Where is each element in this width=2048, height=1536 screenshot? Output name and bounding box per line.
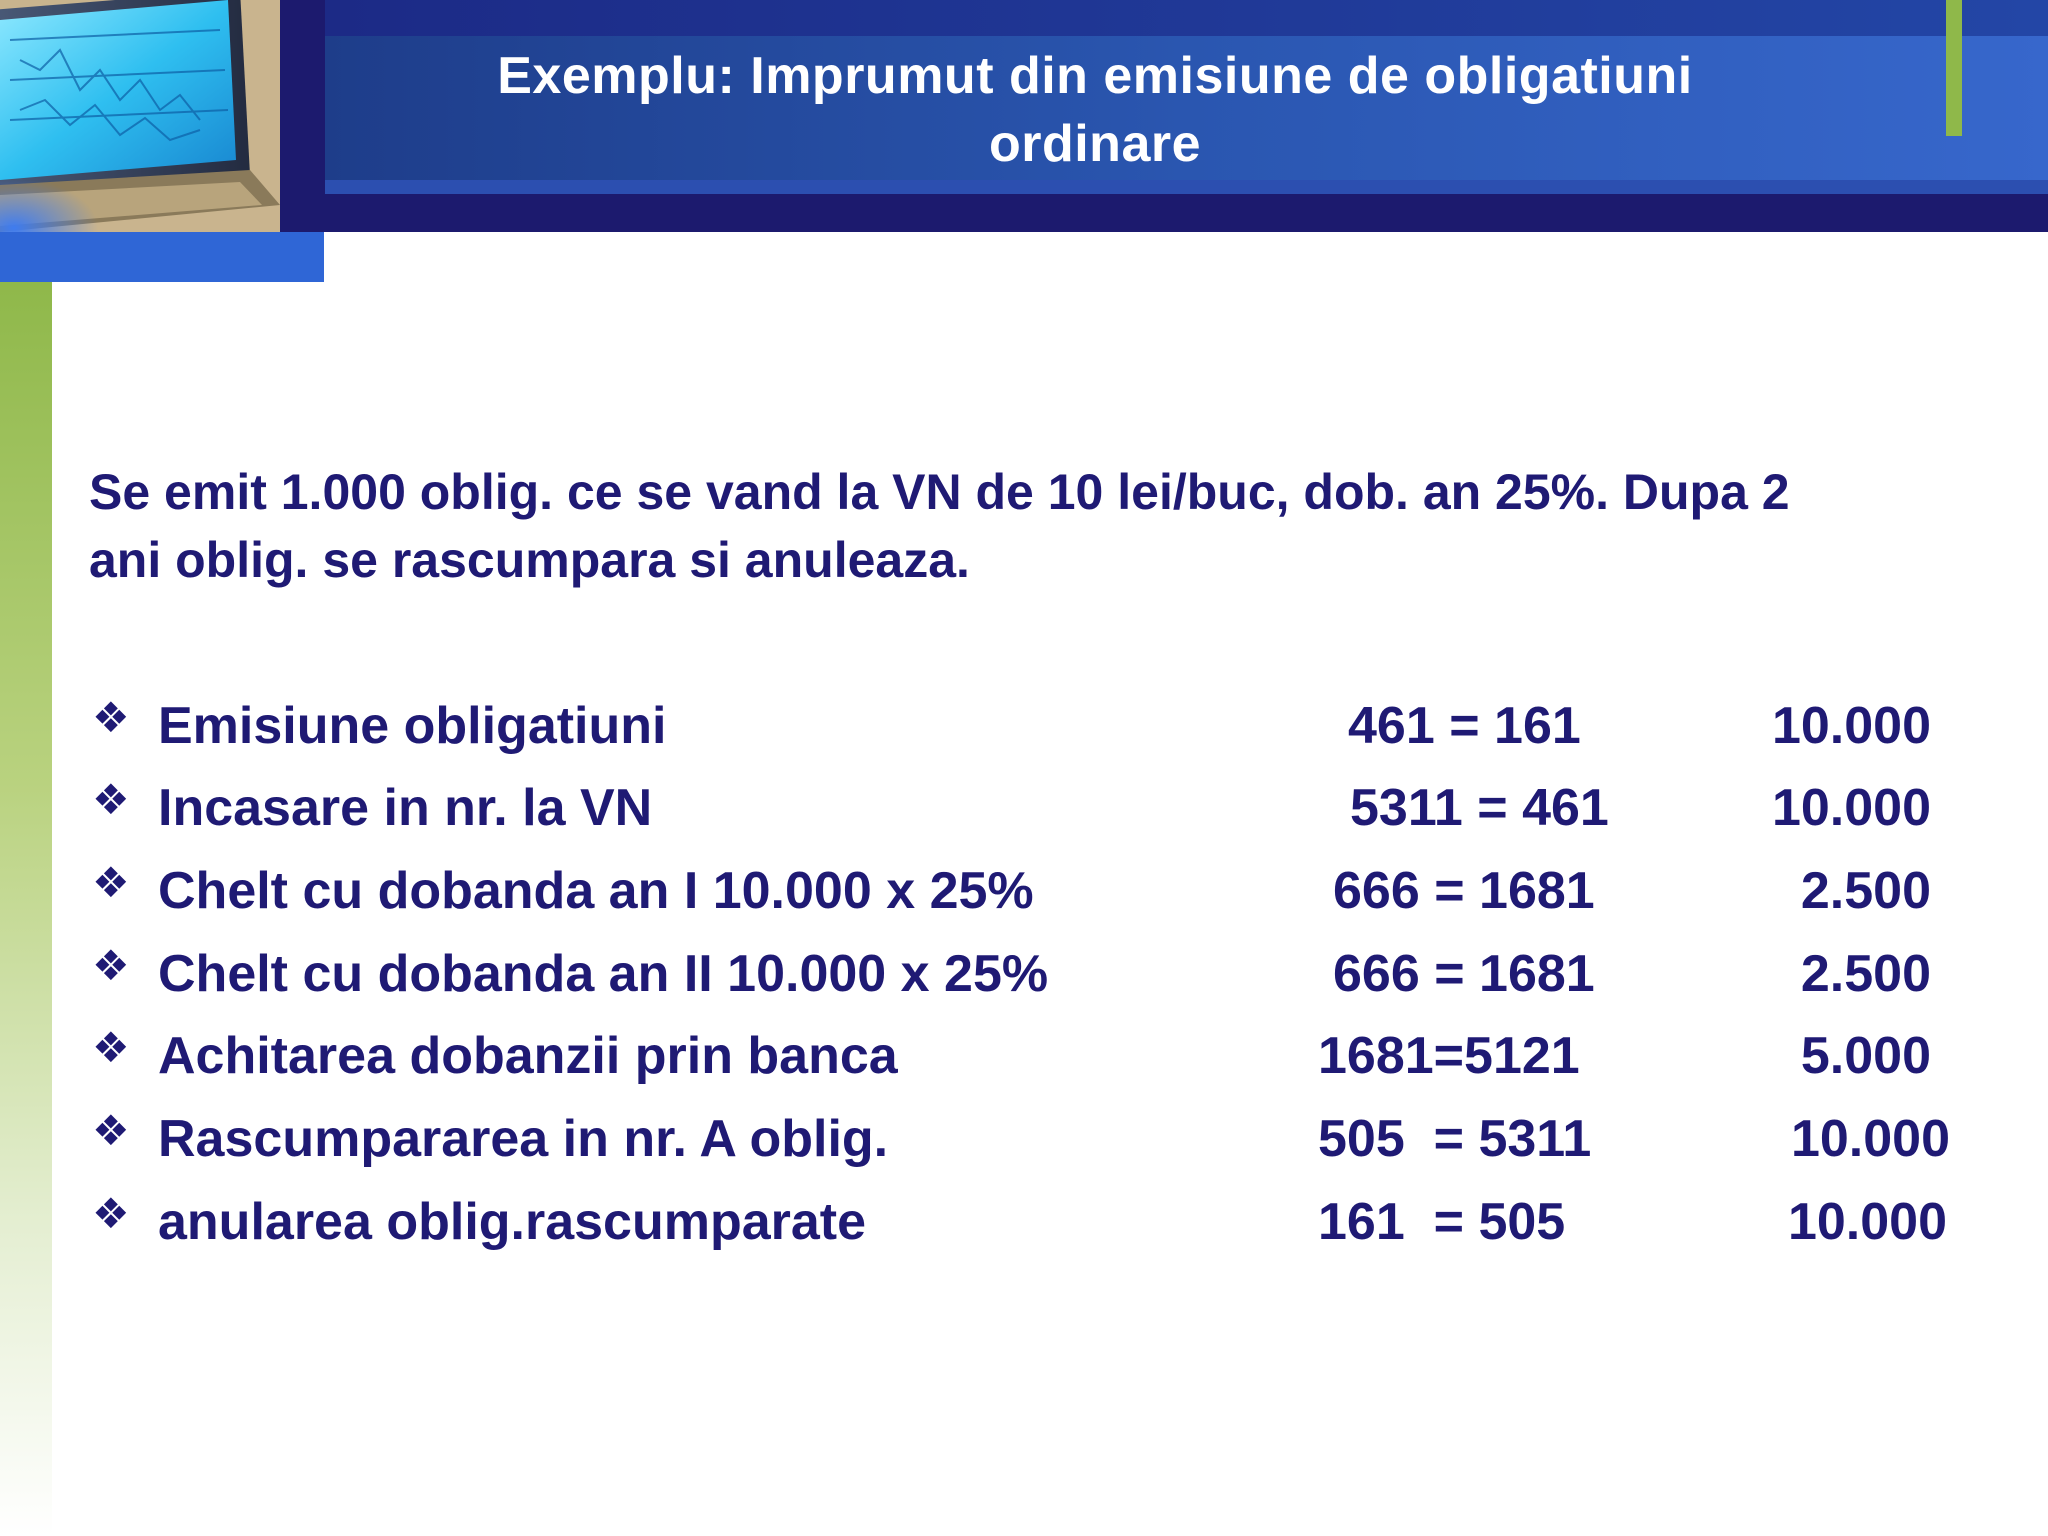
list-item: [0, 768, 2048, 848]
entry-amount: 2.500: [1800, 945, 1931, 1003]
computer-monitor-icon: [0, 0, 280, 232]
entry-label: Emisiune obligatiuni: [158, 697, 667, 755]
entry-label: anularea oblig.rascumparate: [158, 1193, 867, 1251]
bullet-diamond-icon: ❖: [92, 1190, 130, 1237]
entry-amount: 10.000: [1771, 697, 1931, 755]
entry-label: Chelt cu dobanda an I 10.000 x 25%: [158, 862, 1034, 920]
account-entry: 461 = 161: [1348, 697, 1581, 755]
entry-label: Achitarea dobanzii prin banca: [158, 1027, 898, 1085]
account-entry: 161 = 505: [1318, 1193, 1566, 1251]
computer-monitor-image: [0, 0, 280, 232]
header-top-line: [325, 0, 2048, 36]
list-item: [0, 934, 2048, 1014]
blue-accent-block: [0, 232, 324, 282]
entry-amount: 10.000: [1771, 779, 1931, 837]
intro-line2: ani oblig. se rascumpara si anuleaza.: [89, 532, 970, 588]
account-entry: 5311 = 461: [1350, 779, 1609, 837]
entry-label: Rascumpararea in nr. A oblig.: [158, 1110, 889, 1168]
account-entry: 505 = 5311: [1318, 1110, 1592, 1168]
green-accent-bar: [1946, 0, 1962, 136]
account-entry: 666 = 1681: [1333, 945, 1595, 1003]
bullet-diamond-icon: ❖: [92, 776, 130, 823]
list-item: [0, 686, 2048, 766]
intro-line1: Se emit 1.000 oblig. ce se vand la VN de 10 lei/buc, dob. an 25%. Dupa 2: [89, 464, 1790, 520]
bullet-diamond-icon: ❖: [92, 1107, 130, 1154]
entry-amount: 10.000: [1790, 1110, 1950, 1168]
list-item: [0, 1099, 2048, 1179]
slide-title-line2: ordinare: [988, 115, 1202, 173]
list-item: [0, 851, 2048, 931]
entry-amount: 2.500: [1800, 862, 1931, 920]
bullet-diamond-icon: ❖: [92, 942, 130, 989]
intro-paragraph: [89, 458, 2039, 594]
account-entry: 1681=5121: [1318, 1027, 1580, 1085]
entry-label: Chelt cu dobanda an II 10.000 x 25%: [158, 945, 1049, 1003]
slide-title-line1: Exemplu: Imprumut din emisiune de obligatiuni: [497, 47, 1693, 105]
bullet-diamond-icon: ❖: [92, 859, 130, 906]
entry-label: Incasare in nr. la VN: [158, 779, 653, 837]
slide-title: [360, 42, 1830, 178]
account-entry: 666 = 1681: [1333, 862, 1595, 920]
list-item: [0, 1182, 2048, 1262]
bullet-diamond-icon: ❖: [92, 694, 130, 741]
list-item: [0, 1016, 2048, 1096]
entry-amount: 10.000: [1787, 1193, 1947, 1251]
entry-amount: 5.000: [1800, 1027, 1931, 1085]
header-bottom-line: [325, 180, 2048, 194]
bullet-diamond-icon: ❖: [92, 1024, 130, 1071]
